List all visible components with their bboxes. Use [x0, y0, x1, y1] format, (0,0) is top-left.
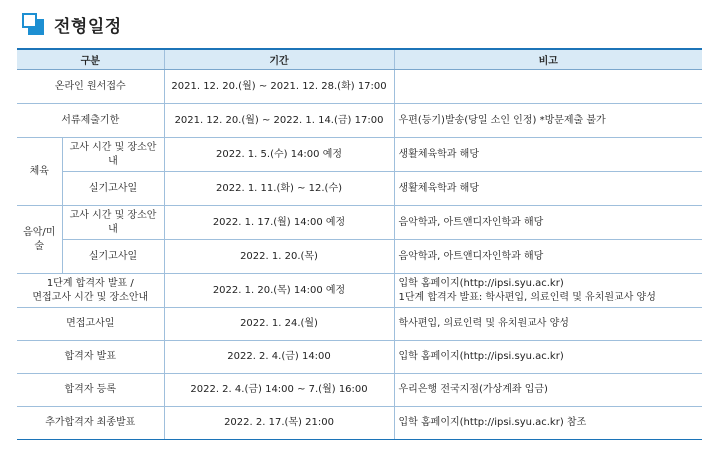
row-period: 2022. 2. 4.(금) 14:00 ~ 7.(월) 16:00	[164, 374, 394, 407]
row-note-line: 입학 홈페이지(http://ipsi.syu.ac.kr)	[398, 277, 564, 289]
row-period: 2022. 1. 11.(화) ~ 12.(수)	[164, 172, 394, 206]
table-row	[17, 308, 702, 341]
table-row	[17, 407, 702, 440]
row-period: 2022. 2. 17.(목) 21:00	[164, 407, 394, 440]
row-group: 체육	[17, 138, 62, 206]
row-category: 합격자 등록	[17, 374, 164, 407]
row-note: 생활체육학과 해당	[394, 138, 702, 172]
table-header-row	[17, 49, 702, 70]
row-category-line: 1단계 합격자 발표 /	[46, 277, 134, 289]
row-note: 생활체육학과 해당	[394, 172, 702, 206]
row-category: 추가합격자 최종발표	[17, 407, 164, 440]
row-note: 학사편입, 의료인력 및 유치원교사 양성	[394, 308, 702, 341]
row-period: 2022. 1. 20.(목) 14:00 예정	[164, 274, 394, 308]
row-period: 2022. 1. 20.(목)	[164, 240, 394, 274]
row-note: 음악학과, 아트앤디자인학과 해당	[394, 240, 702, 274]
row-period: 2022. 1. 5.(수) 14:00 예정	[164, 138, 394, 172]
row-subcategory: 고사 시간 및 장소안내	[62, 138, 164, 172]
table-row	[17, 374, 702, 407]
header-note: 비고	[394, 49, 702, 70]
square-bullet-icon	[22, 13, 44, 35]
row-subcategory: 실기고사일	[62, 172, 164, 206]
row-note	[394, 70, 702, 104]
table-row	[17, 240, 702, 274]
row-category: 서류제출기한	[17, 104, 164, 138]
section-header	[22, 10, 122, 38]
row-note	[394, 274, 702, 308]
row-group: 음악/미술	[17, 206, 62, 274]
row-note: 우편(등기)발송(당일 소인 인정) *방문제출 불가	[394, 104, 702, 138]
table-row	[17, 206, 702, 240]
row-note: 음악학과, 아트앤디자인학과 해당	[394, 206, 702, 240]
table-row	[17, 70, 702, 104]
row-note-line: 1단계 합격자 발표: 학사편입, 의료인력 및 유치원교사 양성	[398, 291, 656, 303]
row-category: 면접고사일	[17, 308, 164, 341]
row-period: 2022. 1. 24.(월)	[164, 308, 394, 341]
table-row	[17, 274, 702, 308]
row-category-line: 면접고사 시간 및 장소안내	[32, 291, 149, 303]
row-period: 2021. 12. 20.(월) ~ 2022. 1. 14.(금) 17:00	[164, 104, 394, 138]
row-subcategory: 고사 시간 및 장소안내	[62, 206, 164, 240]
schedule-table	[17, 48, 702, 440]
row-subcategory: 실기고사일	[62, 240, 164, 274]
row-period: 2022. 2. 4.(금) 14:00	[164, 341, 394, 374]
table-row	[17, 341, 702, 374]
row-period: 2022. 1. 17.(월) 14:00 예정	[164, 206, 394, 240]
table-row	[17, 172, 702, 206]
header-category: 구분	[17, 49, 164, 70]
row-note: 입학 홈페이지(http://ipsi.syu.ac.kr)	[394, 341, 702, 374]
table-row	[17, 104, 702, 138]
page-title: 전형일정	[54, 16, 122, 37]
row-category	[17, 274, 164, 308]
table-row	[17, 138, 702, 172]
row-note: 입학 홈페이지(http://ipsi.syu.ac.kr) 참조	[394, 407, 702, 440]
row-category: 온라인 원서접수	[17, 70, 164, 104]
row-period: 2021. 12. 20.(월) ~ 2021. 12. 28.(화) 17:00	[164, 70, 394, 104]
row-category: 합격자 발표	[17, 341, 164, 374]
header-period: 기간	[164, 49, 394, 70]
row-note: 우리은행 전국지점(가상계좌 입금)	[394, 374, 702, 407]
